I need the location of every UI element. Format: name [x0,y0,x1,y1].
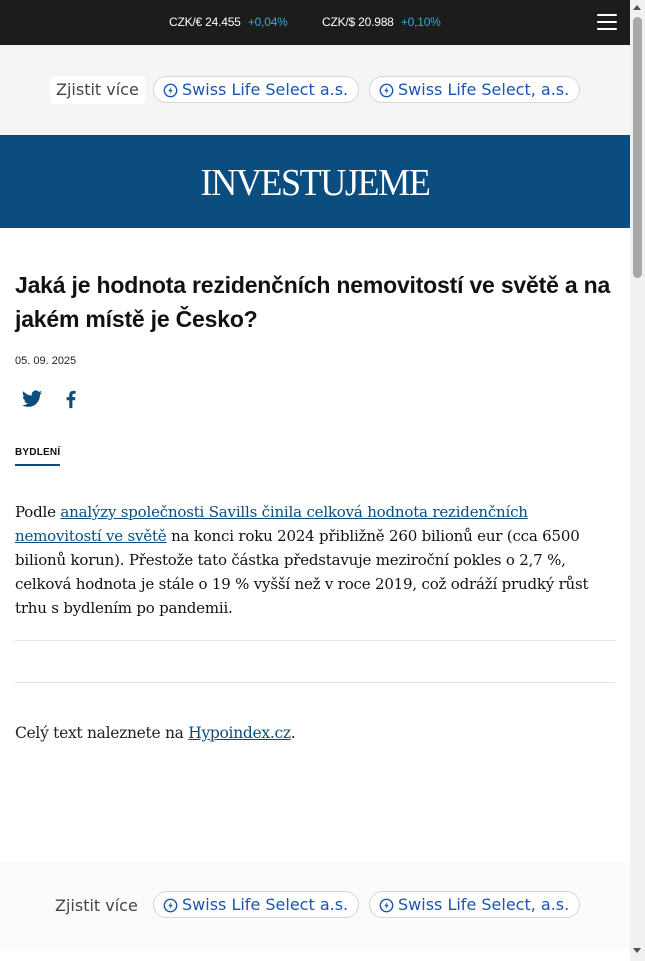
ticker-eur-pair: CZK/€ [169,15,203,29]
ticker-eur-change: +0,04% [247,15,288,29]
ticker-usd-change: +0,10% [400,15,441,29]
ad-pill-label: Swiss Life Select, a.s. [398,895,570,914]
ad-learn-more[interactable]: Zjistit více [55,896,138,915]
article-title: Jaká je hodnota rezidenčních nemovitostí ve světě a na jakém místě je Česko? [15,272,611,332]
ad-pill-label: Swiss Life Select a.s. [182,895,349,914]
bolt-icon [163,83,178,98]
ad-pill-label: Swiss Life Select a.s. [182,80,349,99]
bolt-icon [379,83,394,98]
divider [15,682,615,683]
hamburger-icon[interactable] [597,14,617,31]
scroll-up-arrow-icon[interactable] [633,5,641,10]
scrollbar-thumb[interactable] [633,17,642,278]
ad-pill-swiss-life-2[interactable] [369,891,580,918]
article-date: 05. 09. 2025 [15,355,77,367]
ticker-usd [322,15,441,29]
divider [15,640,615,641]
source-suffix: . [290,724,296,742]
ticker-usd-value: 20.988 [358,15,394,29]
savills-analysis-link[interactable]: analýzy společnosti Savills činila celková hodnota rezidenčních nemovitostí ve světě [15,503,528,545]
twitter-icon[interactable] [21,388,43,410]
ad-pill-swiss-life[interactable] [153,76,359,103]
top-ticker-bar [0,0,630,45]
body-rest: na konci roku 2024 přibližně 260 bilionů eur (cca 6500 bilionů korun). Přestože tato částka představuje meziroční pokles o 2,7 %, celková hodnota je stále o 19 % vyšší než v roce 2019, což odráží prudký růst trhu s bydlením po pandemii. [15,527,589,617]
ticker-eur [169,15,288,29]
ticker-usd-pair: CZK/$ [322,15,356,29]
body-start: Podle [15,503,61,521]
ad-strip-bottom [0,862,630,950]
hypoindex-link[interactable]: Hypoindex.cz [188,724,291,742]
ticker-eur-value: 24.455 [205,15,241,29]
bolt-icon [379,898,394,913]
article-body [15,500,615,620]
ad-learn-more[interactable]: Zjistit více [50,76,145,104]
category-tag[interactable]: BYDLENÍ [15,447,60,466]
source-prefix: Celý text naleznete na [15,724,189,742]
ad-strip-top [0,45,630,135]
ad-pill-swiss-life-2[interactable] [369,76,580,103]
ad-pill-label: Swiss Life Select, a.s. [398,80,570,99]
source-line [15,724,295,742]
scroll-down-arrow-icon[interactable] [633,948,641,953]
facebook-icon[interactable] [60,388,82,410]
brand-header [0,135,630,228]
ad-pill-swiss-life[interactable] [153,891,359,918]
bolt-icon [163,898,178,913]
site-logo[interactable]: INVESTUJEME [200,162,430,204]
